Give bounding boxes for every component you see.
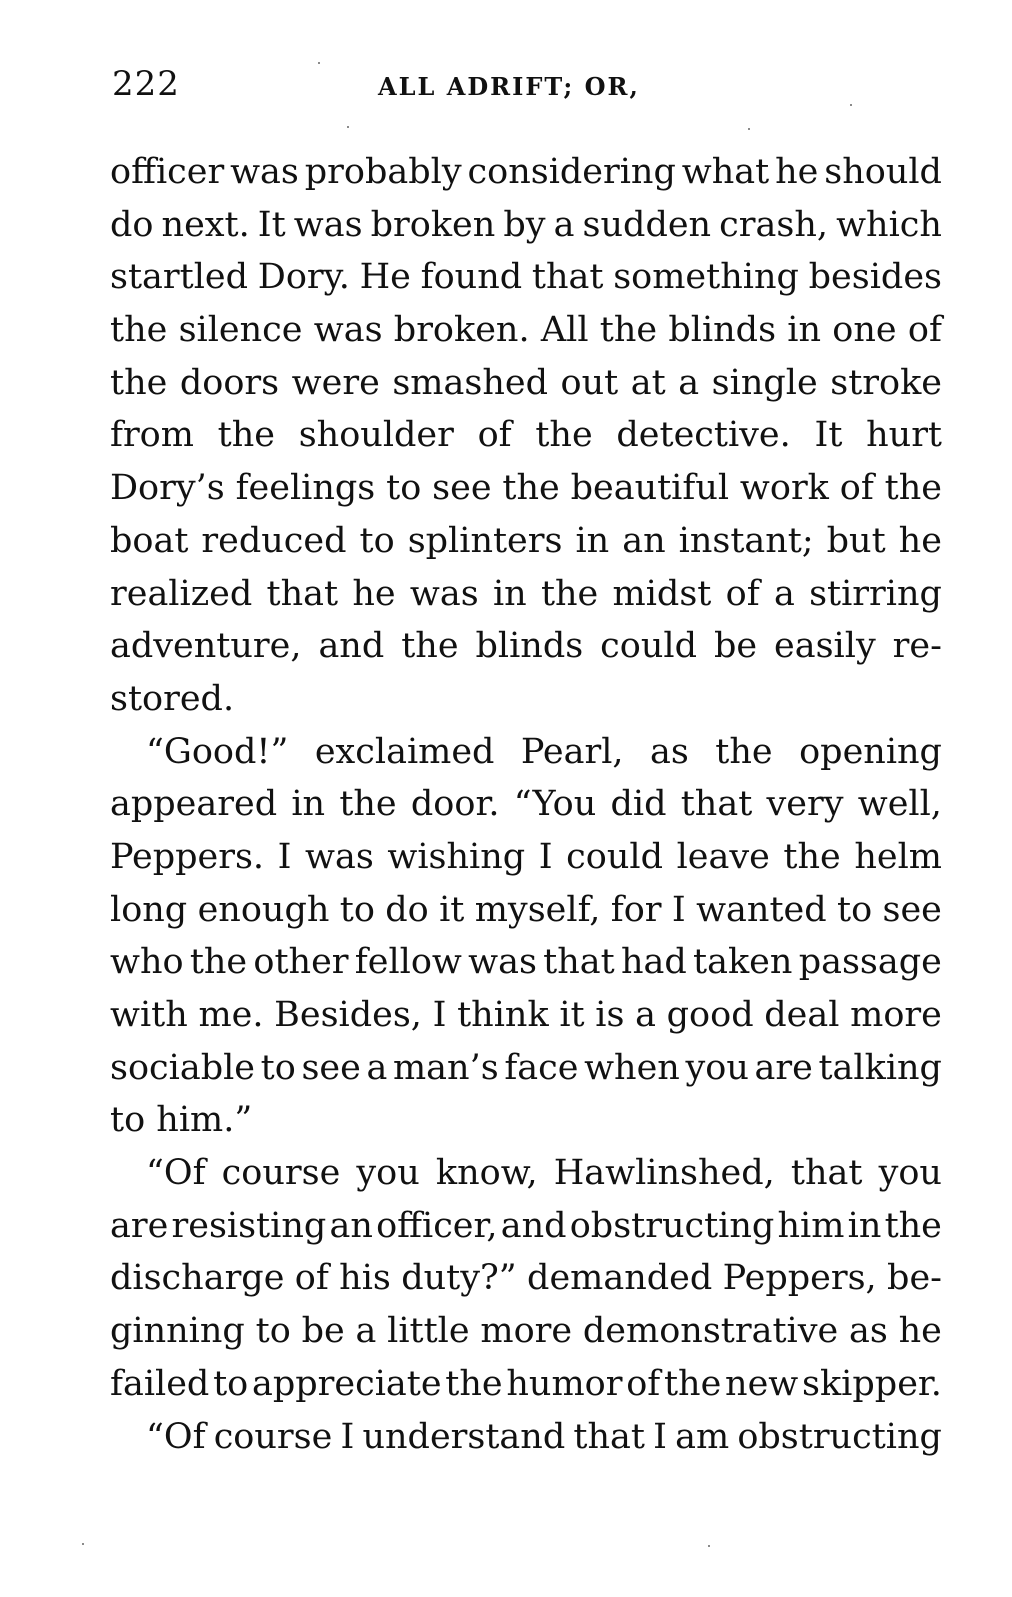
text-line-12 <box>110 726 942 779</box>
word: more <box>480 1311 573 1352</box>
text-line-24 <box>110 1358 942 1411</box>
word: re- <box>892 626 942 667</box>
word: stroke <box>830 362 942 403</box>
word: “Of <box>146 1153 206 1194</box>
word: wishing <box>387 836 526 877</box>
text-line-15 <box>110 884 942 937</box>
word: Besides, <box>274 995 422 1035</box>
word: an <box>329 1205 373 1246</box>
word: sudden <box>582 204 712 245</box>
word: to <box>255 1311 291 1352</box>
word: new <box>725 1363 799 1404</box>
word: It <box>257 204 286 245</box>
word: “Of <box>146 1416 206 1457</box>
word: see <box>301 1047 361 1088</box>
text-line-21 <box>110 1200 942 1253</box>
word: you <box>685 1047 749 1088</box>
text-line-8 <box>110 515 942 568</box>
word: stirring <box>809 573 942 614</box>
word: he <box>898 520 942 561</box>
word: doors <box>179 362 280 403</box>
word: that <box>266 573 339 614</box>
word: to <box>386 468 422 509</box>
word: was <box>313 310 383 351</box>
word: the <box>540 573 599 614</box>
word: smashed <box>392 362 548 403</box>
print-speck <box>318 62 320 64</box>
word: were <box>291 362 380 403</box>
word: obstructing <box>737 1416 942 1457</box>
word: a <box>678 362 700 403</box>
word: skipper. <box>802 1363 942 1404</box>
print-speck <box>748 128 750 130</box>
word: by <box>503 204 546 245</box>
word: me. <box>198 995 264 1035</box>
word: splinters <box>407 520 563 561</box>
word: the <box>339 784 397 825</box>
word: something <box>613 257 799 298</box>
text-line-13 <box>110 778 942 831</box>
word: feelings <box>235 468 376 509</box>
word: easily <box>774 626 876 667</box>
word: to <box>359 520 395 561</box>
word: the <box>502 468 560 509</box>
word: that <box>531 257 604 298</box>
word: to <box>110 1100 146 1141</box>
word: of <box>626 1363 661 1404</box>
word: it <box>559 995 585 1035</box>
word: an <box>622 520 666 561</box>
word: him <box>777 1205 845 1246</box>
word: good <box>666 995 754 1035</box>
word: work <box>739 468 829 509</box>
word: reduced <box>201 520 347 561</box>
word: be- <box>887 1258 942 1299</box>
word: are <box>110 1205 169 1246</box>
word: be <box>301 1311 345 1352</box>
word: hurt <box>866 415 942 456</box>
word: enough <box>197 889 330 930</box>
word: long <box>110 889 188 930</box>
word: but <box>826 520 886 561</box>
word: exclaimed <box>314 731 495 772</box>
word: and <box>500 1205 567 1246</box>
word: “You <box>513 784 597 825</box>
word: was <box>293 204 363 245</box>
word: that <box>680 784 753 825</box>
word: he <box>352 573 396 614</box>
word: Dory. <box>257 257 350 298</box>
word: the <box>715 731 773 772</box>
word: adventure, <box>110 626 302 667</box>
word: talking <box>818 1047 942 1088</box>
word: man’s <box>392 1047 499 1088</box>
text-line-2 <box>110 199 942 252</box>
word: the <box>445 1363 503 1404</box>
word: discharge <box>110 1258 285 1299</box>
word: beautiful <box>570 468 730 509</box>
word: to <box>260 1047 296 1088</box>
word: the <box>884 1205 942 1246</box>
running-head: ALL ADRIFT; OR, <box>378 72 640 101</box>
word: appeared <box>110 784 278 825</box>
word: blinds <box>668 310 777 351</box>
word: the <box>401 626 459 667</box>
word: blinds <box>475 626 584 667</box>
word: the <box>783 836 841 877</box>
word: the <box>535 415 593 456</box>
word: to <box>213 1363 249 1404</box>
word: in <box>787 310 822 351</box>
word: the <box>217 415 275 456</box>
word: wanted <box>696 889 827 930</box>
word: besides <box>808 257 942 298</box>
text-line-6 <box>110 409 942 462</box>
word: course <box>221 1153 341 1194</box>
word: the <box>110 362 168 403</box>
word: officer, <box>376 1205 498 1246</box>
text-line-5 <box>110 357 942 410</box>
word: as <box>650 731 689 772</box>
word: duty?” <box>401 1258 517 1299</box>
text-line-1 <box>110 146 942 199</box>
word: a <box>553 204 575 245</box>
text-line-17 <box>110 989 942 1042</box>
body-text <box>110 146 942 1463</box>
word: in <box>291 784 326 825</box>
word: appreciate <box>251 1363 442 1404</box>
word: It <box>814 415 843 456</box>
word: of <box>477 415 512 456</box>
word: detective. <box>616 415 791 456</box>
word: of <box>725 573 760 614</box>
text-line-14 <box>110 831 942 884</box>
word: a <box>366 1047 388 1088</box>
word: midst <box>612 573 712 614</box>
word: think <box>457 995 549 1035</box>
word: passage <box>798 942 942 983</box>
word: considering <box>467 152 676 192</box>
word: he <box>775 152 819 192</box>
word: see <box>432 468 492 509</box>
word: I <box>538 836 553 877</box>
word: the <box>110 310 168 351</box>
word: understand <box>362 1416 566 1457</box>
word: Peppers, <box>722 1258 877 1299</box>
word: am <box>675 1416 730 1457</box>
word: in <box>847 1205 882 1246</box>
text-line-16 <box>110 936 942 989</box>
word: I <box>432 995 447 1035</box>
text-line-22 <box>110 1252 942 1305</box>
word: did <box>610 784 667 825</box>
text-line-19 <box>110 1094 942 1147</box>
word: that <box>573 1416 645 1457</box>
text-line-10 <box>110 620 942 673</box>
word: at <box>630 362 666 403</box>
word: taken <box>693 942 793 983</box>
word: I <box>653 1416 667 1457</box>
word: you <box>356 1153 420 1194</box>
word: is <box>595 995 625 1035</box>
word: from <box>110 415 194 456</box>
word: more <box>850 995 942 1035</box>
word: was <box>409 573 479 614</box>
word: should <box>824 152 942 192</box>
print-speck <box>708 1545 710 1547</box>
word: with <box>110 995 188 1035</box>
text-line-25 <box>110 1411 942 1464</box>
word: Hawlinshed, <box>553 1153 775 1194</box>
word: he <box>898 1311 942 1352</box>
word: demonstrative <box>582 1311 839 1352</box>
page-header <box>110 58 945 110</box>
text-line-23 <box>110 1305 942 1358</box>
word: humor <box>506 1363 623 1404</box>
word: when <box>584 1047 680 1088</box>
word: know, <box>435 1153 538 1194</box>
word: crash, <box>719 204 828 245</box>
word: well, <box>857 784 942 825</box>
word: was <box>305 836 374 877</box>
word: face <box>504 1047 579 1088</box>
word: that <box>543 942 615 983</box>
word: shoulder <box>298 415 454 456</box>
word: could <box>566 836 663 877</box>
word: who <box>110 942 184 983</box>
word: He <box>359 257 411 298</box>
text-line-7 <box>110 462 942 515</box>
word: do <box>385 889 429 930</box>
text-line-18 <box>110 1042 942 1095</box>
word: instant; <box>678 520 814 561</box>
word: broken <box>370 204 496 245</box>
word: to <box>339 889 375 930</box>
word: could <box>600 626 697 667</box>
word: in <box>575 520 610 561</box>
word: which <box>836 204 942 245</box>
word: silence <box>178 310 303 351</box>
word: had <box>620 942 687 983</box>
word: I <box>277 836 292 877</box>
word: ginning <box>110 1311 245 1352</box>
word: next. <box>161 204 250 245</box>
word: obstructing <box>569 1205 775 1246</box>
word: deal <box>764 995 840 1035</box>
word: very <box>766 784 844 825</box>
text-line-3 <box>110 251 942 304</box>
word: that <box>790 1153 863 1194</box>
word: other <box>253 942 349 983</box>
word: was <box>230 152 299 192</box>
print-speck <box>850 104 852 106</box>
print-speck <box>347 126 349 128</box>
word: and <box>318 626 385 667</box>
word: to <box>837 889 873 930</box>
word: single <box>711 362 818 403</box>
word: opening <box>799 731 942 772</box>
word: fellow <box>354 942 462 983</box>
word: the <box>189 942 248 983</box>
word: officer <box>110 152 225 192</box>
word: sociable <box>110 1047 256 1088</box>
word: helm <box>854 836 942 877</box>
word: of <box>907 310 942 351</box>
word: broken. <box>393 310 530 351</box>
text-line-4 <box>110 304 942 357</box>
word: was <box>468 942 537 983</box>
text-line-20 <box>110 1147 942 1200</box>
word: in <box>492 573 527 614</box>
word: I <box>340 1416 355 1457</box>
word: failed <box>110 1363 210 1404</box>
word: do <box>110 204 154 245</box>
word: Peppers. <box>110 836 265 877</box>
word: are <box>754 1047 813 1088</box>
word: probably <box>304 152 462 192</box>
word: for <box>610 889 662 930</box>
word: course <box>213 1416 333 1457</box>
word: one <box>832 310 897 351</box>
word: “Good!” <box>146 731 289 772</box>
word: All <box>540 310 589 351</box>
word: a <box>635 995 656 1035</box>
text-line-9 <box>110 568 942 621</box>
word: found <box>420 257 523 298</box>
word: door. <box>410 784 500 825</box>
word: the <box>663 1363 722 1404</box>
word: leave <box>676 836 770 877</box>
word: realized <box>110 573 253 614</box>
word: Pearl, <box>520 731 624 772</box>
word: of <box>294 1258 329 1299</box>
word: a <box>355 1311 377 1352</box>
word: little <box>387 1311 470 1352</box>
word: the <box>884 468 942 509</box>
print-speck <box>82 1543 84 1545</box>
word: myself, <box>474 889 601 930</box>
text-line-11 <box>110 673 942 726</box>
word: his <box>339 1258 391 1299</box>
word: you <box>878 1153 942 1194</box>
word: boat <box>110 520 189 561</box>
page-number: 222 <box>112 64 180 104</box>
word: a <box>773 573 795 614</box>
word: him.” <box>156 1100 253 1141</box>
word: of <box>839 468 874 509</box>
word: what <box>681 152 770 192</box>
word: out <box>560 362 619 403</box>
word: the <box>599 310 658 351</box>
word: resisting <box>171 1205 327 1246</box>
word: see <box>882 889 942 930</box>
word: stored. <box>110 678 235 719</box>
word: Dory’s <box>110 468 225 509</box>
word: it <box>439 889 465 930</box>
word: be <box>713 626 758 667</box>
word: as <box>849 1311 888 1352</box>
word: startled <box>110 257 249 298</box>
word: demanded <box>527 1258 713 1299</box>
word: I <box>671 889 686 930</box>
